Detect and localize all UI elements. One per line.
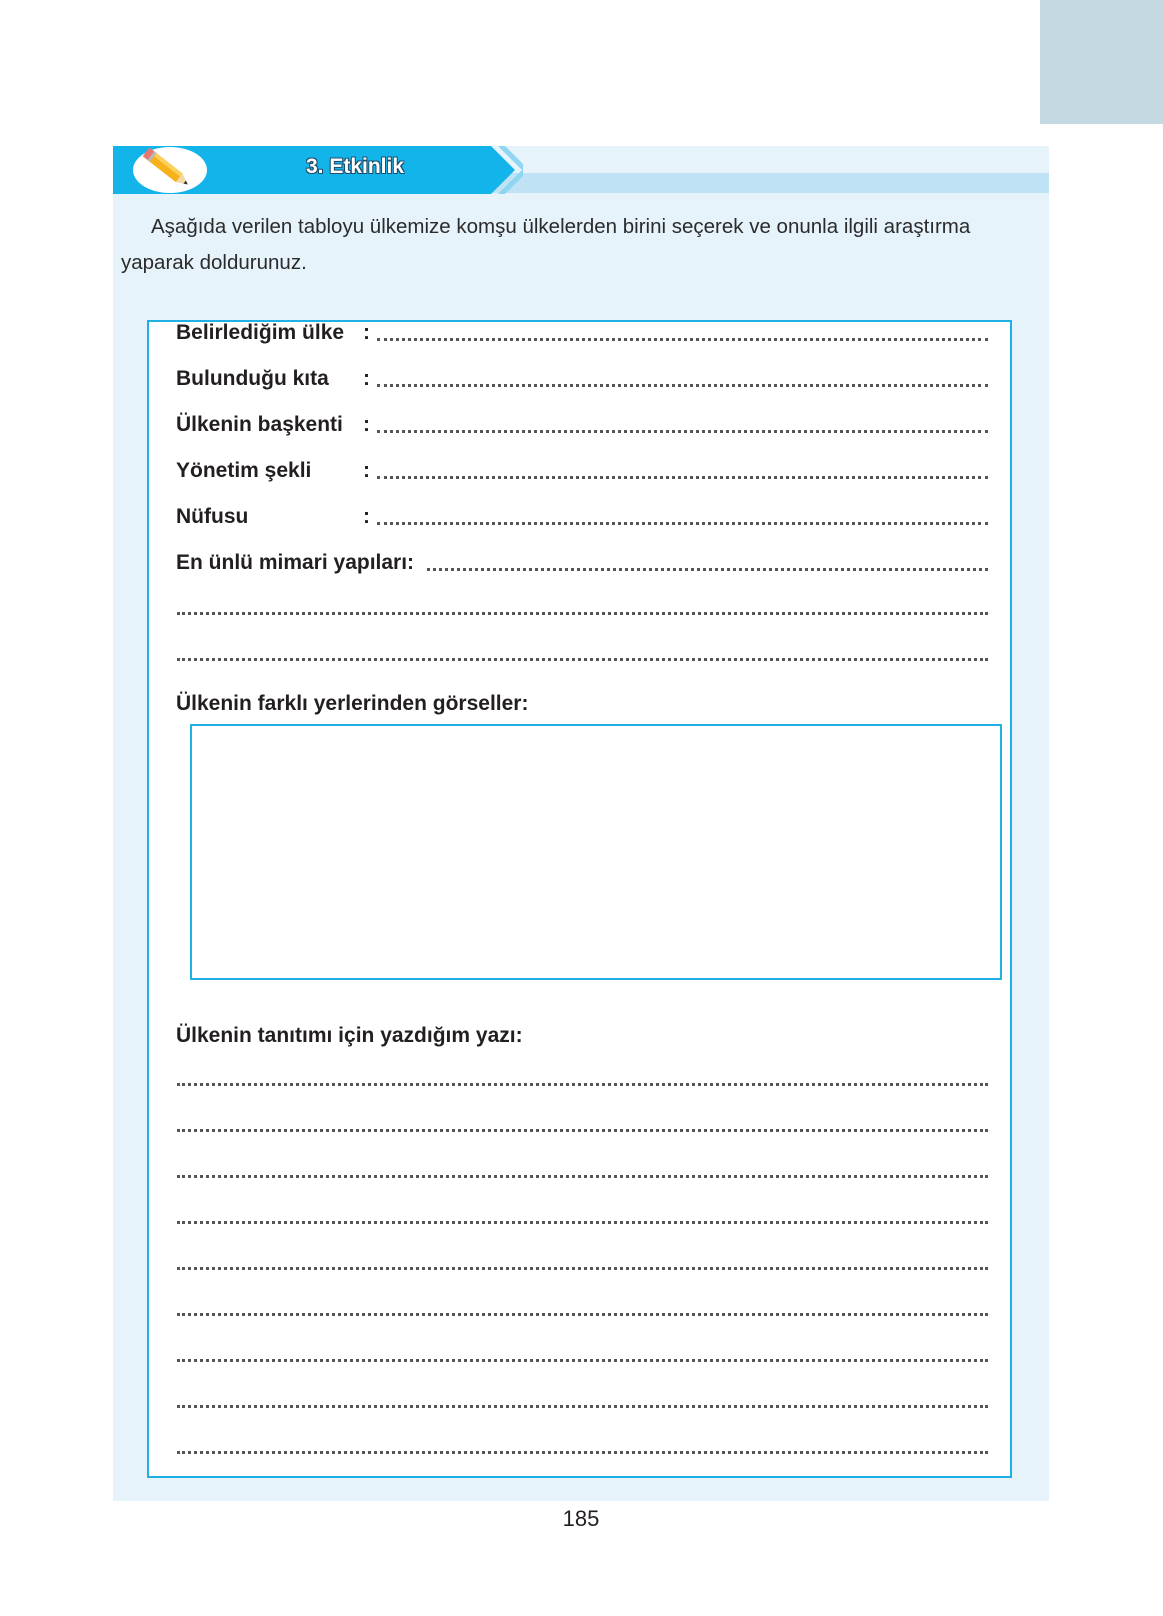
- essay-line[interactable]: [177, 1451, 988, 1454]
- field-colon: :: [363, 367, 370, 390]
- images-label: Ülkenin farklı yerlerinden görseller:: [176, 692, 529, 715]
- fill-line[interactable]: [377, 522, 988, 525]
- field-label: Ülkenin başkenti: [176, 413, 343, 436]
- instruction-content: Aşağıda verilen tabloyu ülkemize komşu ülkelerden birini seçerek ve onunla ilgili araştırma yaparak doldurunuz.: [121, 215, 971, 274]
- essay-label: Ülkenin tanıtımı için yazdığım yazı:: [176, 1024, 523, 1047]
- essay-line[interactable]: [177, 1359, 988, 1362]
- field-label: Nüfusu: [176, 505, 249, 528]
- image-box[interactable]: [190, 724, 1002, 980]
- essay-line[interactable]: [177, 1405, 988, 1408]
- essay-line[interactable]: [177, 1083, 988, 1086]
- field-row-population: [176, 502, 988, 532]
- fill-line[interactable]: [377, 384, 988, 387]
- activity-title: 3. Etkinlik: [305, 155, 405, 178]
- field-row-country: [176, 318, 988, 348]
- field-label: En ünlü mimari yapıları:: [176, 551, 415, 574]
- field-row-government: [176, 456, 988, 486]
- fill-line[interactable]: [377, 476, 988, 479]
- field-colon: :: [363, 505, 370, 528]
- field-label: Belirlediğim ülke: [176, 321, 345, 344]
- essay-line[interactable]: [177, 1221, 988, 1224]
- pencil-icon: [132, 146, 208, 194]
- essay-line[interactable]: [177, 1313, 988, 1316]
- field-row-architecture: [176, 548, 988, 578]
- instruction-text: [121, 209, 1045, 281]
- field-label: Bulunduğu kıta: [176, 367, 329, 390]
- fill-line[interactable]: [177, 612, 988, 615]
- fill-line[interactable]: [377, 338, 988, 341]
- fill-line[interactable]: [427, 568, 988, 571]
- field-colon: :: [363, 413, 370, 436]
- field-colon: :: [363, 321, 370, 344]
- corner-tab: [1040, 0, 1163, 124]
- essay-line[interactable]: [177, 1267, 988, 1270]
- field-row-capital: [176, 410, 988, 440]
- essay-line[interactable]: [177, 1175, 988, 1178]
- page-number: 185: [562, 1506, 600, 1531]
- field-row-continent: [176, 364, 988, 394]
- fill-line[interactable]: [177, 658, 988, 661]
- essay-line[interactable]: [177, 1129, 988, 1132]
- field-colon: :: [363, 459, 370, 482]
- fill-line[interactable]: [377, 430, 988, 433]
- field-label: Yönetim şekli: [176, 459, 312, 482]
